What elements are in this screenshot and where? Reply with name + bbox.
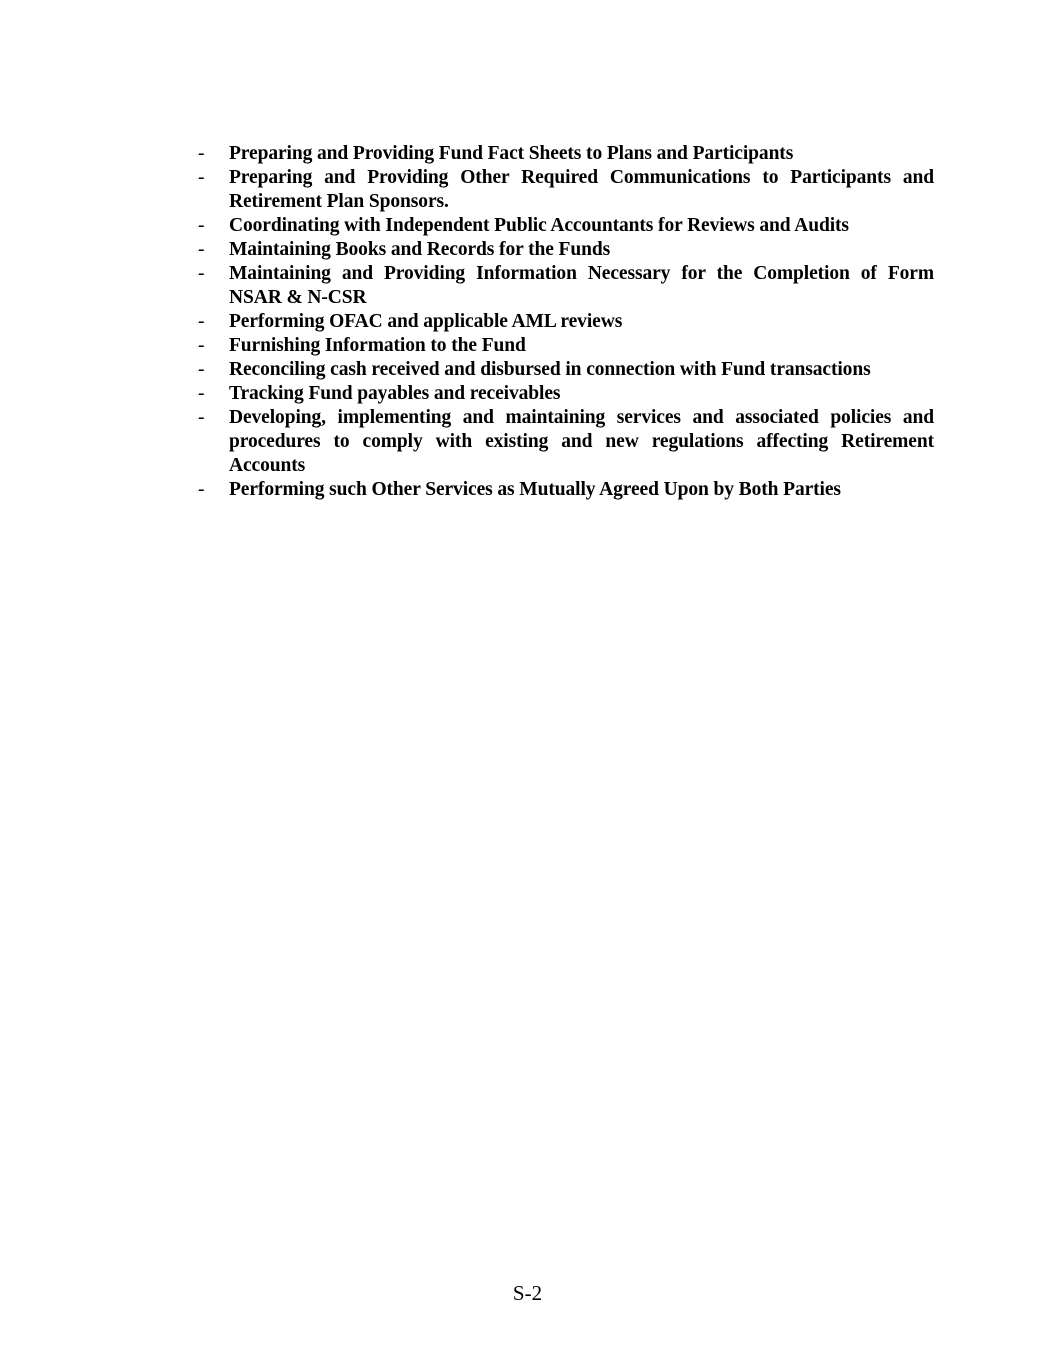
list-item: [196, 214, 934, 238]
dash-bullet: -: [198, 479, 205, 500]
dash-bullet: -: [198, 143, 205, 164]
list-item-text: Maintaining and Providing Information Necessary for the Completion of Form NSAR & N-CSR: [229, 263, 934, 308]
dash-bullet: -: [198, 263, 205, 284]
list-item: [196, 310, 934, 334]
dash-bullet: -: [198, 215, 205, 236]
list-item-text: Coordinating with Independent Public Accountants for Reviews and Audits: [229, 215, 849, 236]
list-item-text: Furnishing Information to the Fund: [229, 335, 526, 356]
dash-bullet: -: [198, 239, 205, 260]
list-item: [196, 238, 934, 262]
list-item: [196, 382, 934, 406]
dash-bullet: -: [198, 167, 205, 188]
dash-bullet: -: [198, 335, 205, 356]
dash-bullet: -: [198, 311, 205, 332]
list-item-text: Developing, implementing and maintaining services and associated policies and procedures to comply with existing and new regulations affecting Retirement Accounts: [229, 407, 934, 476]
list-item-text: Performing OFAC and applicable AML reviews: [229, 311, 623, 332]
dash-bullet: -: [198, 359, 205, 380]
list-item-text: Tracking Fund payables and receivables: [229, 383, 561, 404]
list-item-text: Maintaining Books and Records for the Funds: [229, 239, 611, 260]
page-number: S-2: [512, 1281, 543, 1305]
list-item: [196, 166, 934, 214]
list-item-text: Preparing and Providing Fund Fact Sheets to Plans and Participants: [229, 143, 794, 164]
services-list: [196, 142, 934, 502]
list-item: [196, 478, 934, 502]
list-item: [196, 358, 934, 382]
list-item: [196, 406, 934, 478]
list-item: [196, 142, 934, 166]
list-item: [196, 334, 934, 358]
dash-bullet: -: [198, 383, 205, 404]
list-item-text: Performing such Other Services as Mutually Agreed Upon by Both Parties: [229, 479, 841, 500]
list-item: [196, 262, 934, 310]
list-item-text: Reconciling cash received and disbursed in connection with Fund transactions: [229, 359, 871, 380]
dash-bullet: -: [198, 407, 205, 428]
list-item-text: Preparing and Providing Other Required Communications to Participants and Retirement Plan Sponsors.: [229, 167, 934, 212]
